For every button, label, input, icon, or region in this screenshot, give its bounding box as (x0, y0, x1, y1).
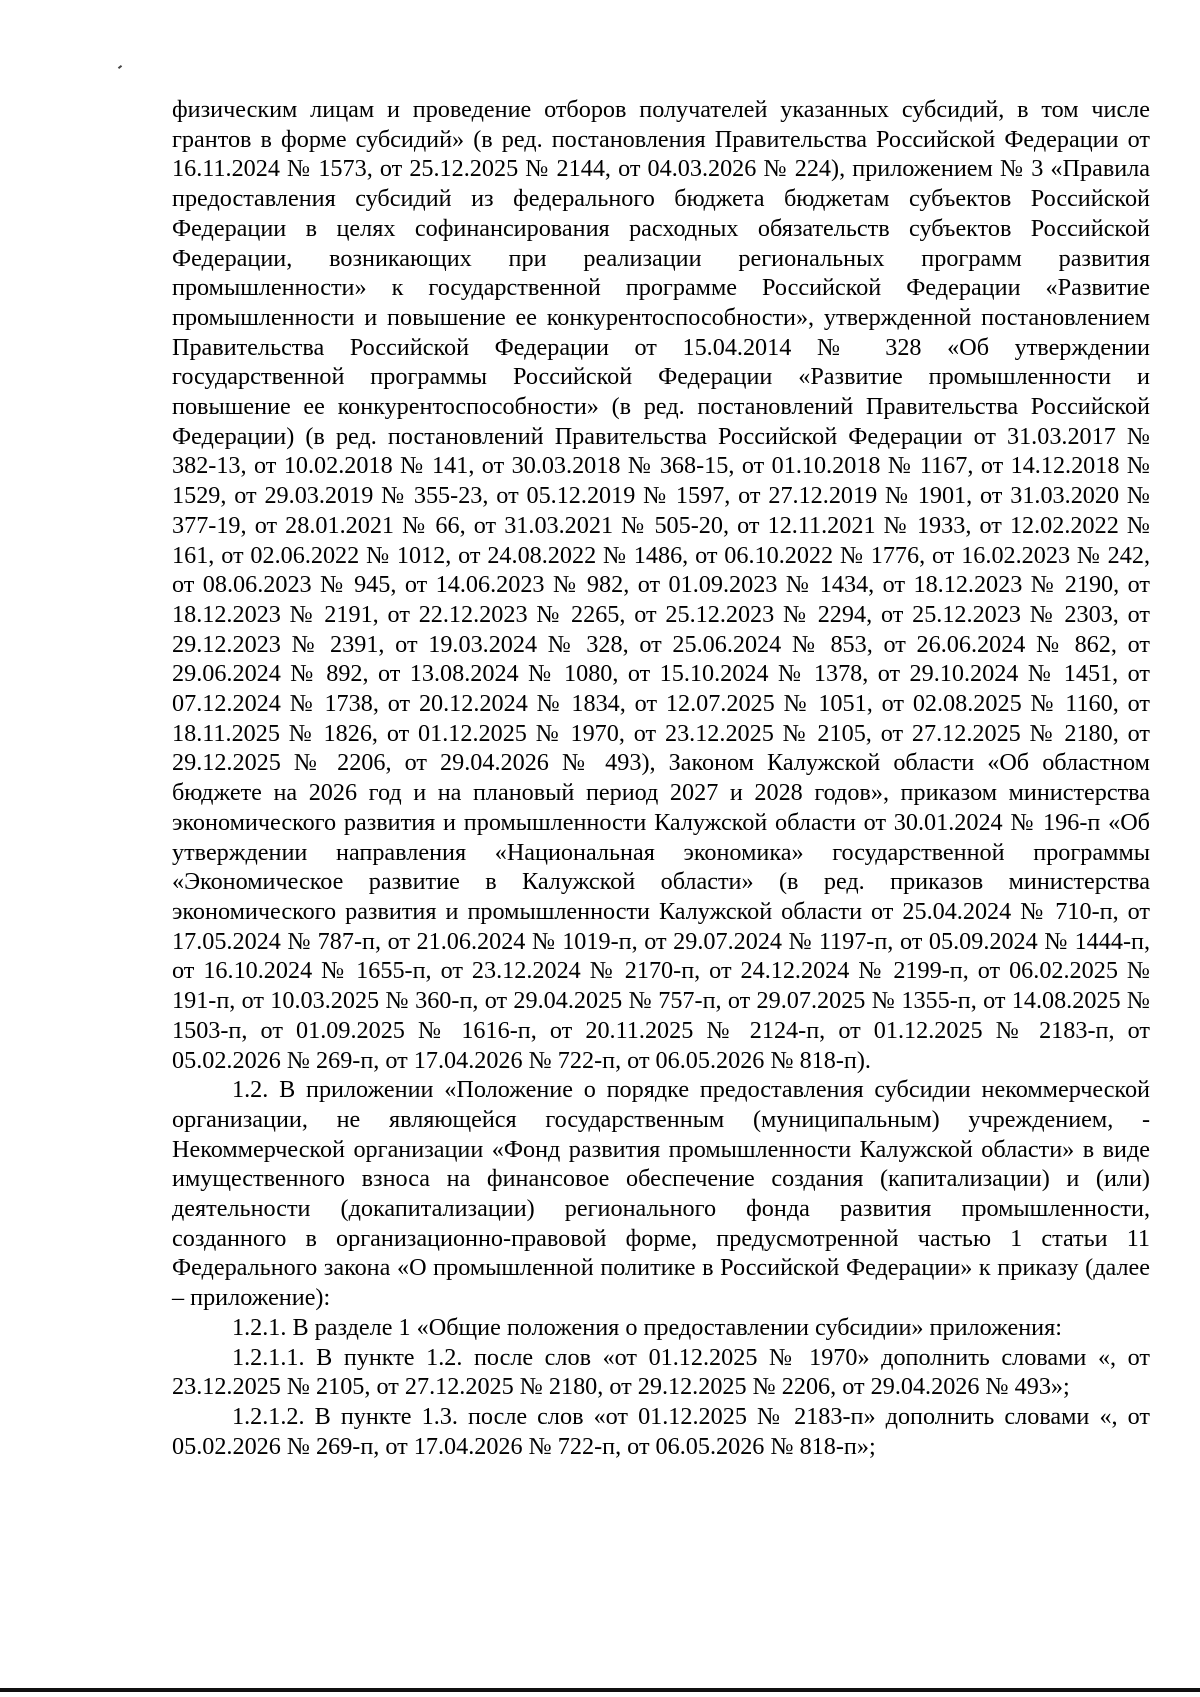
paragraph-1-2-1-1: 1.2.1.1. В пункте 1.2. после слов «от 01.12.2025 № 1970» дополнить словами «, от 23.12.2025 № 2105, от 27.12.2025 № 2180, от 29.12.2025 № 2206, от 29.04.2026 № 493»; (172, 1343, 1150, 1401)
scan-artifact (118, 65, 122, 69)
paragraph-1-2: 1.2. В приложении «Положение о порядке предоставления субсидии некоммерческой организации, не являющейся государственным (муниципальным) учреждением, - Некоммерческой организации «Фонд развития промышленности Калужской области» в виде имущественного взноса на финансовое обеспечение создания (капитализации) и (или) деятельности (докапитализации) регионального фонда развития промышленности, созданного в организационно-правовой форме, предусмотренной частью 1 статьи 11 Федерального закона «О промышленной политике в Российской Федерации» к приказу (далее – приложение): (172, 1076, 1150, 1312)
document-body (172, 95, 1150, 1461)
paragraph-1-2-1: 1.2.1. В разделе 1 «Общие положения о предоставлении субсидии» приложения: (232, 1313, 1062, 1341)
paragraph-continuation: физическим лицам и проведение отборов получателей указанных субсидий, в том числе грантов в форме субсидий» (в ред. постановления Правительства Российской Федерации от 16.11.2024 № 1573, от 25.12.2025 № 2144, от 04.03.2026 № 224), приложением № 3 «Правила предоставления субсидий из федерального бюджета бюджетам субъектов Российской Федерации в целях софинансирования расходных обязательств субъектов Российской Федерации, возникающих при реализации региональных программ развития промышленности» к государственной программе Российской Федерации «Развитие промышленности и повышение ее конкурентоспособности», утвержденной постановлением Правительства Российской Федерации от 15.04.2014 № 328 «Об утверждении государственной программы Российской Федерации «Развитие промышленности и повышение ее конкурентоспособности» (в ред. постановлений Правительства Российской Федерации) (в ред. постановлений Правительства Российской Федерации от 31.03.2017 № 382-13, от 10.02.2018 № 141, от 30.03.2018 № 368-15, от 01.10.2018 № 1167, от 14.12.2018 № 1529, от 29.03.2019 № 355-23, от 05.12.2019 № 1597, от 27.12.2019 № 1901, от 31.03.2020 № 377-19, от 28.01.2021 № 66, от 31.03.2021 № 505-20, от 12.11.2021 № 1933, от 12.02.2022 № 161, от 02.06.2022 № 1012, от 24.08.2022 № 1486, от 06.10.2022 № 1776, от 16.02.2023 № 242, от 08.06.2023 № 945, от 14.06.2023 № 982, от 01.09.2023 № 1434, от 18.12.2023 № 2190, от 18.12.2023 № 2191, от 22.12.2023 № 2265, от 25.12.2023 № 2294, от 25.12.2023 № 2303, от 29.12.2023 № 2391, от 19.03.2024 № 328, от 25.06.2024 № 853, от 26.06.2024 № 862, от 29.06.2024 № 892, от 13.08.2024 № 1080, от 15.10.2024 № 1378, от 29.10.2024 № 1451, от 07.12.2024 № 1738, от 20.12.2024 № 1834, от 12.07.2025 № 1051, от 02.08.2025 № 1160, от 18.11.2025 № 1826, от 01.12.2025 № 1970, от 23.12.2025 № 2105, от 27.12.2025 № 2180, от 29.12.2025 № 2206, от 29.04.2026 № 493), Законом Калужской области «Об областном бюджете на 2026 год и на плановый период 2027 и 2028 годов», приказом министерства экономического развития и промышленности Калужской области от 30.01.2024 № 196-п «Об утверждении направления «Национальная экономика» государственной программы «Экономическое развитие в Калужской области» (в ред. приказов министерства экономического развития и промышленности Калужской области от 25.04.2024 № 710-п, от 17.05.2024 № 787-п, от 21.06.2024 № 1019-п, от 29.07.2024 № 1197-п, от 05.09.2024 № 1444-п, от 16.10.2024 № 1655-п, от 23.12.2024 № 2170-п, от 24.12.2024 № 2199-п, от 06.02.2025 № 191-п, от 10.03.2025 № 360-п, от 29.04.2025 № 757-п, от 29.07.2025 № 1355-п, от 14.08.2025 № 1503-п, от 01.09.2025 № 1616-п, от 20.11.2025 № 2124-п, от 01.12.2025 № 2183-п, от 05.02.2026 № 269-п, от 17.04.2026 № 722-п, от 06.05.2026 № 818-п). (172, 96, 1150, 1074)
page-bottom-edge (0, 1688, 1200, 1692)
paragraph-1-2-1-2: 1.2.1.2. В пункте 1.3. после слов «от 01.12.2025 № 2183-п» дополнить словами «, от 05.02.2026 № 269-п, от 17.04.2026 № 722-п, от 06.05.2026 № 818-п»; (172, 1402, 1150, 1460)
